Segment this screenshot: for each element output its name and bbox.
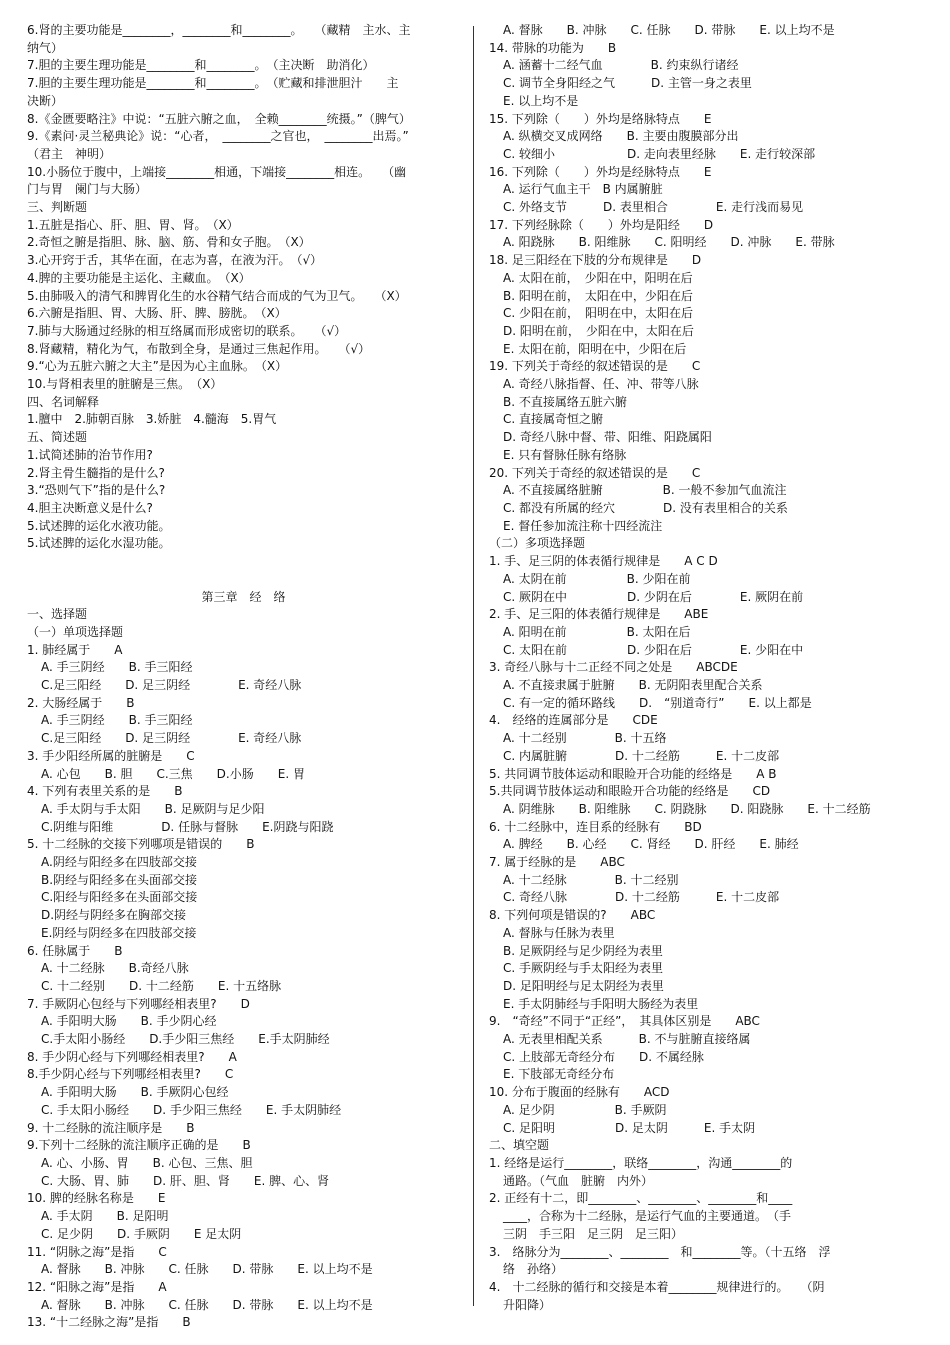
- text-line: 9.“心为五脏六腑之大主”是因为心主血脉。 （X）: [27, 359, 288, 374]
- text-line: A. 督脉 B. 冲脉 C. 任脉 D. 带脉 E. 以上均不是: [503, 23, 835, 37]
- text-line: 决断）: [27, 93, 64, 108]
- text-line: A. 阳跷脉 B. 阳维脉 C. 阳明经 D. 冲脉 E. 带脉: [503, 235, 835, 250]
- text-line: 15. 下列除（ ）外均是络脉特点 E: [489, 111, 712, 126]
- text-line: 二、填空题: [489, 1138, 550, 1153]
- text-line: A. 督脉与任脉为表里: [503, 925, 615, 940]
- text-line: （一）单项选择题: [27, 624, 124, 639]
- text-line: 通路。（气血 脏腑 内外）: [503, 1173, 654, 1188]
- text-line: 14. 带脉的功能为 B: [489, 40, 617, 55]
- text-line: 10.小肠位于腹中，上端接________相通，下端接________相连。 （幽: [27, 164, 407, 179]
- text-line: B.阴经与阳经多在头面部交接: [41, 872, 198, 887]
- text-line: 三阴 手三阳 足三阴 足三阳）: [503, 1226, 684, 1241]
- text-line: 1.试简述肺的治节作用?: [27, 447, 153, 462]
- text-line: 20. 下列关于奇经的叙述错误的是 C: [489, 465, 701, 480]
- text-line: 7.胆的主要生理功能是________和________。 （主决断 助消化）: [27, 58, 375, 73]
- text-line: 5.试述脾的运化水液功能。: [27, 518, 171, 533]
- text-line: 1.五脏是指心、肝、胆、胃、肾。 （X）: [27, 217, 239, 232]
- text-line: 9. “奇经”不同于“正经”， 其具体区别是 ABC: [489, 1014, 760, 1029]
- text-line: A. 足少阴 B. 手厥阴: [503, 1102, 667, 1117]
- text-line: 18. 足三阳经在下肢的分布规律是 D: [489, 253, 702, 268]
- text-line: C.阴维与阳维 D. 任脉与督脉 E.阴跷与阳跷: [41, 819, 334, 834]
- text-line: C. 外络支节 D. 表里相合 E. 走行浅而易见: [503, 200, 804, 215]
- text-line: 3.心开窍于舌，其华在面，在志为喜，在液为汗。 （√）: [27, 253, 323, 268]
- text-line: A. 十二经脉 B. 十二经别: [503, 872, 679, 887]
- text-line: D. 阳明在前， 少阳在中，太阳在后: [503, 323, 694, 338]
- text-line: E. 只有督脉任脉有络脉: [503, 447, 627, 462]
- text-line: 7.胆的主要生理功能是________和________。 （贮藏和排泄胆汁 主: [27, 76, 399, 91]
- text-line: 1. 肺经属于 A: [27, 642, 123, 657]
- text-line: 19. 下列关于奇经的叙述错误的是 C: [489, 359, 701, 374]
- text-line: 1.膻中 2.肺朝百脉 3.娇脏 4.髓海 5.胃气: [27, 412, 277, 427]
- text-line: A. 手太阴 B. 足阳明: [41, 1209, 169, 1224]
- text-line: 门与胃 阑门与大肠）: [27, 182, 148, 197]
- text-line: A. 阴维脉 B. 阳维脉 C. 阴跷脉 D. 阳跷脉 E. 十二经筋: [503, 801, 871, 816]
- text-line: C. 少阳在前， 阳明在中，太阳在后: [503, 306, 694, 321]
- text-line: 10. 脾的经脉名称是 E: [27, 1191, 166, 1206]
- text-line: 4. 十二经脉的循行和交接是本着________规律进行的。 （阴: [489, 1279, 825, 1294]
- text-line: 6. 十二经脉中，连目系的经脉有 BD: [489, 819, 702, 834]
- text-line: D. 足阳明经与足太阴经为表里: [503, 978, 664, 993]
- text-line: 8.肾藏精，精化为气，布散到全身，是通过三焦起作用。 （√）: [27, 341, 371, 356]
- text-line: E. 太阳在前，阳明在中，少阳在后: [503, 341, 687, 356]
- text-line: C. 太阳在前 D. 少阳在后 E. 少阳在中: [503, 642, 804, 657]
- text-line: 4. 经络的连属部分是 CDE: [489, 713, 658, 728]
- text-line: [27, 571, 460, 589]
- text-line: A. 脾经 B. 心经 C. 肾经 D. 肝经 E. 肺经: [503, 837, 799, 852]
- text-line: 13. “十二经脉之海”是指 B: [27, 1315, 191, 1330]
- text-line: A. 十二经别 B. 十五络: [503, 731, 667, 746]
- text-line: 10.与肾相表里的脏腑是三焦。 （X）: [27, 377, 223, 392]
- text-line: 5. 十二经脉的交接下列哪项是错误的 B: [27, 837, 255, 852]
- text-line: 一、选择题: [27, 607, 88, 622]
- text-line: 4.胆主决断意义是什么?: [27, 500, 153, 515]
- text-line: A. 心包 B. 胆 C.三焦 D.小肠 E. 胃: [41, 766, 305, 781]
- text-line: A. 不直接属络脏腑 B. 一般不参加气血流注: [503, 483, 787, 498]
- text-line: （二）多项选择题: [489, 536, 586, 551]
- text-line: C. 奇经八脉 D. 十二经筋 E. 十二皮部: [503, 890, 780, 905]
- text-line: A. 太阴在前 B. 少阳在前: [503, 571, 691, 586]
- text-line: ____，合称为十二经脉，是运行气血的主要通道。 （手: [503, 1209, 792, 1224]
- text-line: 6.六腑是指胆、胃、大肠、肝、脾、膀胱。 （X）: [27, 306, 287, 321]
- text-line: 3. 络脉分为________、________ 和________等。（十五络 浮: [489, 1244, 831, 1259]
- text-line: 2.奇恒之腑是指胆、脉、脑、筋、骨和女子胞。 （X）: [27, 235, 311, 250]
- text-line: 5.试述脾的运化水湿功能。: [27, 536, 171, 551]
- text-line: E. 下肢部无奇经分布: [503, 1067, 615, 1082]
- text-line: C.足三阳经 D. 足三阴经 E. 奇经八脉: [41, 731, 302, 746]
- text-line: A. 不直接隶属于脏腑 B. 无阴阳表里配合关系: [503, 678, 763, 693]
- text-line: 8.手少阴心经与下列哪经相表里? C: [27, 1067, 234, 1082]
- text-line: C.足三阳经 D. 足三阴经 E. 奇经八脉: [41, 678, 302, 693]
- text-line: C. 直接属奇恒之腑: [503, 412, 604, 427]
- text-line: B. 阳明在前， 太阳在中，少阳在后: [503, 288, 693, 303]
- text-line: 7.肺与大肠通过经脉的相互络属而形成密切的联系。 （√）: [27, 323, 347, 338]
- text-line: 8.《金匮要略注》中说：“五脏六腑之血， 全赖________统摄。”（脾气）: [27, 111, 411, 126]
- text-line: A. 纵横交叉成网络 B. 主要由腹膜部分出: [503, 129, 739, 144]
- text-line: 9.《素问·灵兰秘典论》说：“心者， ________之官也， ________出焉。”: [27, 129, 409, 144]
- text-line: B. 不直接属络五脏六腑: [503, 394, 627, 409]
- text-line: A. 手太阴与手太阳 B. 足厥阴与足少阳: [41, 801, 265, 816]
- text-line: A. 督脉 B. 冲脉 C. 任脉 D. 带脉 E. 以上均不是: [41, 1262, 373, 1277]
- text-line: 5.共同调节肢体运动和眼睑开合功能的经络是 CD: [489, 784, 771, 799]
- left-column: [27, 22, 460, 1332]
- text-line: 3.“恐则气下”指的是什么?: [27, 483, 166, 498]
- text-line: A. 阳明在前 B. 太阳在后: [503, 624, 691, 639]
- text-line: 10. 分布于腹面的经脉有 ACD: [489, 1085, 670, 1100]
- text-line: A. 太阳在前， 少阳在中，阳明在后: [503, 270, 693, 285]
- right-column: [489, 22, 929, 1314]
- text-line: 第三章 经 络: [201, 589, 286, 604]
- text-line: C. 十二经别 D. 十二经筋 E. 十五络脉: [41, 978, 282, 993]
- text-line: 7. 手厥阴心包经与下列哪经相表里? D: [27, 996, 250, 1011]
- column-divider: [473, 26, 474, 1306]
- text-line: A. 手阳明大肠 B. 手厥阴心包经: [41, 1085, 229, 1100]
- text-line: 1. 手、足三阴的体表循行规律是 A C D: [489, 554, 718, 569]
- text-line: A. 心、小肠、胃 B. 心包、三焦、胆: [41, 1156, 253, 1170]
- text-line: A. 手三阴经 B. 手三阳经: [41, 660, 193, 675]
- text-line: 三、判断题: [27, 200, 88, 215]
- text-line: A.阴经与阳经多在四肢部交接: [41, 855, 197, 870]
- text-line: 9. 十二经脉的流注顺序是 B: [27, 1120, 195, 1135]
- text-line: 3. 奇经八脉与十二正经不同之处是 ABCDE: [489, 660, 738, 675]
- text-line: C. 上肢部无奇经分布 D. 不属经脉: [503, 1049, 704, 1064]
- text-line: E. 手太阴肺经与手阳明大肠经为表里: [503, 996, 699, 1011]
- text-line: A. 无表里相配关系 B. 不与脏腑直接络属: [503, 1032, 751, 1047]
- text-line: A. 奇经八脉指督、任、冲、带等八脉: [503, 377, 699, 392]
- text-line: 2. 大肠经属于 B: [27, 695, 135, 710]
- text-line: C. 手厥阴经与手太阳经为表里: [503, 961, 664, 976]
- text-line: 3. 手少阳经所属的脏腑是 C: [27, 748, 195, 763]
- text-line: 升阳降）: [503, 1297, 552, 1312]
- text-line: 五、简述题: [27, 430, 88, 445]
- text-line: 8. 手少阴心经与下列哪经相表里? A: [27, 1049, 237, 1064]
- text-line: 纳气）: [27, 40, 64, 55]
- text-line: E. 督任参加流注称十四经流注: [503, 518, 663, 533]
- text-line: 四、名词解释: [27, 394, 100, 409]
- text-line: 17. 下列经脉除（ ）外均是阳经 D: [489, 217, 714, 232]
- text-line: C. 内属脏腑 D. 十二经筋 E. 十二皮部: [503, 748, 780, 763]
- text-line: C. 大肠、胃、肺 D. 肝、胆、肾 E. 脾、心、肾: [41, 1173, 330, 1188]
- text-line: C. 有一定的循环路线 D. “别道奇行” E. 以上都是: [503, 695, 812, 710]
- text-line: A. 手三阴经 B. 手三阳经: [41, 713, 193, 728]
- text-line: （君主 神明）: [27, 146, 112, 161]
- text-line: 12. “阳脉之海”是指 A: [27, 1279, 167, 1294]
- text-line: 4.脾的主要功能是主运化、主藏血。 （X）: [27, 270, 251, 285]
- text-line: 6.肾的主要功能是________，________和________。 （藏精 主水、主: [27, 23, 411, 37]
- text-line: 2. 手、足三阳的体表循行规律是 ABE: [489, 607, 709, 622]
- text-line: 5. 共同调节肢体运动和眼睑开合功能的经络是 A B: [489, 766, 777, 781]
- text-line: 11. “阴脉之海”是指 C: [27, 1244, 167, 1259]
- text-line: D. 奇经八脉中督、带、阳维、阳跷属阳: [503, 430, 712, 445]
- text-line: E. 以上均不是: [503, 93, 579, 108]
- text-line: 7. 属于经脉的是 ABC: [489, 855, 625, 870]
- text-line: C. 手太阳小肠经 D. 手少阳三焦经 E. 手太阴肺经: [41, 1102, 342, 1117]
- text-line: 9.下列十二经脉的流注顺序正确的是 B: [27, 1138, 251, 1153]
- text-line: 8. 下列何项是错误的? ABC: [489, 908, 656, 923]
- text-line: C. 足阳明 D. 足太阴 E. 手太阴: [503, 1120, 756, 1135]
- text-line: 2.肾主骨生髓指的是什么?: [27, 465, 165, 480]
- text-line: C. 厥阴在中 D. 少阴在后 E. 厥阴在前: [503, 589, 804, 604]
- text-line: C. 都没有所属的经穴 D. 没有表里相合的关系: [503, 500, 788, 515]
- text-line: [27, 553, 460, 571]
- text-line: D.阴经与阴经多在胸部交接: [41, 908, 187, 923]
- text-line: C. 较细小 D. 走向表里经脉 E. 走行较深部: [503, 146, 816, 161]
- text-line: C.阳经与阳经多在头面部交接: [41, 890, 198, 905]
- text-line: A. 督脉 B. 冲脉 C. 任脉 D. 带脉 E. 以上均不是: [41, 1297, 373, 1312]
- text-line: A. 涵蓄十二经气血 B. 约束纵行诸经: [503, 58, 739, 73]
- text-line: A. 手阳明大肠 B. 手少阴心经: [41, 1014, 217, 1029]
- text-line: 络 孙络）: [503, 1262, 564, 1277]
- text-line: 2. 正经有十二，即________、________、________和____: [489, 1191, 793, 1206]
- text-line: 6. 任脉属于 B: [27, 943, 123, 958]
- text-line: A. 十二经脉 B.奇经八脉: [41, 961, 189, 976]
- text-line: E.阴经与阴经多在四肢部交接: [41, 925, 197, 940]
- text-line: C. 调节全身阳经之气 D. 主管一身之表里: [503, 76, 752, 91]
- text-line: 16. 下列除（ ）外均是经脉特点 E: [489, 164, 712, 179]
- text-line: B. 足厥阴经与足少阴经为表里: [503, 943, 663, 958]
- text-line: 4. 下列有表里关系的是 B: [27, 784, 183, 799]
- text-line: 5.由肺吸入的清气和脾胃化生的水谷精气结合而成的气为卫气。 （X）: [27, 288, 407, 303]
- text-line: C.手太阳小肠经 D.手少阳三焦经 E.手太阴肺经: [41, 1032, 330, 1047]
- text-line: 1. 经络是运行________，联络________，沟通________的: [489, 1156, 793, 1170]
- text-line: C. 足少阴 D. 手厥阴 E 足太阴: [41, 1226, 242, 1241]
- text-line: A. 运行气血主干 B 内属腑脏: [503, 182, 663, 197]
